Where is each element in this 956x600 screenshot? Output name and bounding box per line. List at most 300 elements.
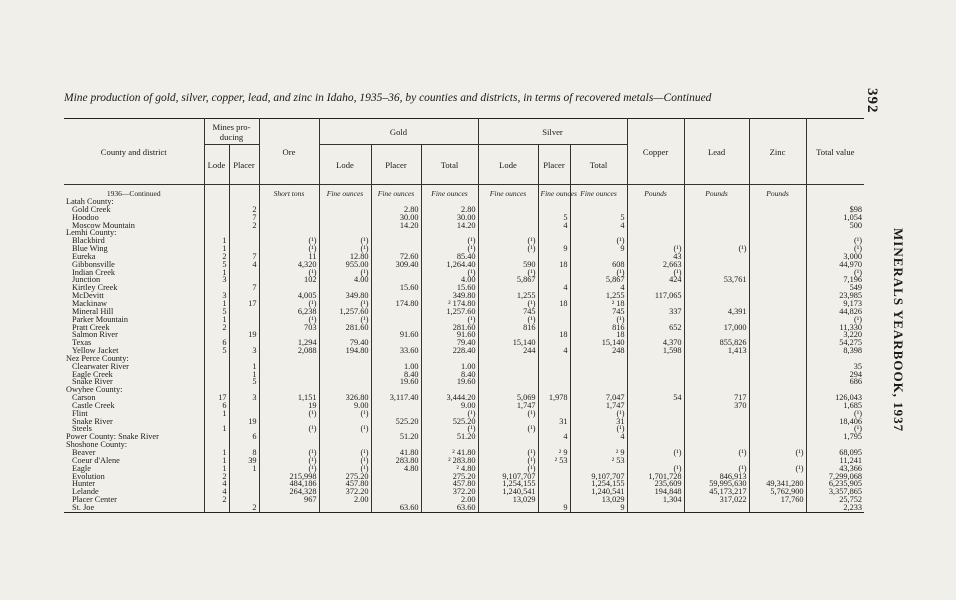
header-gold-placer: Placer [371,145,421,185]
data-cell: 6 [229,433,259,441]
data-cell: 652 [627,324,684,332]
data-cell: 15.60 [421,284,478,292]
table-row [64,308,864,316]
data-cell [478,206,538,214]
data-cell: 126,043 [806,394,864,402]
data-cell [684,410,749,418]
row-label: Evolution [72,471,105,481]
data-cell: 1,255 [478,292,538,300]
data-cell [749,222,806,230]
data-cell [204,371,229,379]
data-cell [538,371,570,379]
row-label: Steels [72,424,92,434]
data-cell: (¹) [259,237,319,245]
units-cell: Pounds [684,185,749,199]
data-cell: 9,173 [806,300,864,308]
data-cell [319,198,371,206]
data-cell: 1 [204,457,229,465]
data-cell: 500 [806,222,864,230]
data-cell: 9 [538,245,570,253]
data-cell [371,269,421,277]
data-cell: (¹) [259,465,319,473]
data-cell [749,402,806,410]
data-cell: 424 [627,276,684,284]
units-cell: Fine ounces [538,185,570,199]
header-ore: Ore [259,119,319,185]
data-cell: 2 [229,222,259,230]
row-label: Blue Wing [72,244,108,254]
row-label: Gold Creek [72,204,111,214]
data-cell: 1 [204,300,229,308]
data-cell: (¹) [806,245,864,253]
row-label: Power County: Snake River [66,432,159,442]
data-cell: 608 [570,261,627,269]
table-body [64,185,864,513]
data-cell: 745 [570,308,627,316]
data-cell: 18 [538,331,570,339]
data-cell [749,284,806,292]
data-cell [749,324,806,332]
data-cell: 1 [204,425,229,433]
data-cell: (¹) [570,269,627,277]
units-cell: Short tons [259,185,319,199]
data-cell: 4.00 [421,276,478,284]
data-cell [749,410,806,418]
data-cell: ² 283.80 [421,457,478,465]
data-cell: 370 [684,402,749,410]
data-cell [478,198,538,206]
data-cell: (¹) [478,237,538,245]
data-cell: 31 [538,418,570,426]
data-cell: 8,398 [806,347,864,355]
data-cell: 19 [259,402,319,410]
data-cell [749,269,806,277]
data-cell: 4 [229,261,259,269]
table-row [64,347,864,355]
data-cell: 717 [684,394,749,402]
data-cell: 1,294 [259,339,319,347]
data-cell [749,308,806,316]
data-cell: 309.40 [371,261,421,269]
data-cell [478,355,538,363]
data-cell: (¹) [421,237,478,245]
row-label: Shoshone County: [66,440,128,450]
data-cell: 79.40 [421,339,478,347]
data-cell: (¹) [749,449,806,457]
data-cell [627,214,684,222]
data-cell [204,355,229,363]
data-cell [749,378,806,386]
data-cell [627,222,684,230]
data-cell [319,363,371,371]
data-cell [538,473,570,481]
data-cell: 5,867 [570,276,627,284]
data-cell: 3 [204,276,229,284]
data-cell [684,284,749,292]
data-cell [684,229,749,237]
data-cell: 703 [259,324,319,332]
data-cell [749,276,806,284]
data-cell: 3,220 [806,331,864,339]
data-cell: (¹) [570,237,627,245]
data-cell [684,222,749,230]
data-cell: 5,762,900 [749,488,806,496]
data-cell: 3,000 [806,253,864,261]
data-cell [371,229,421,237]
data-cell: 3,444.20 [421,394,478,402]
data-cell: (¹) [684,449,749,457]
data-cell: 45,173,217 [684,488,749,496]
data-cell: 457.80 [319,480,371,488]
data-cell: 11,330 [806,324,864,332]
row-label: Texas [72,338,92,348]
data-cell [749,245,806,253]
data-cell: ² 9 [538,449,570,457]
row-label: Eureka [72,251,96,261]
data-cell: (¹) [421,425,478,433]
data-cell: 1,598 [627,347,684,355]
page-number: 392 [864,88,880,114]
data-cell: 228.40 [421,347,478,355]
units-cell: Fine ounces [478,185,538,199]
data-cell: 13,029 [570,496,627,504]
table-row [64,229,864,237]
data-cell [749,253,806,261]
data-cell: (¹) [259,269,319,277]
data-cell [684,198,749,206]
data-cell [229,269,259,277]
data-cell: 275.20 [319,473,371,481]
row-label: Owyhee County: [66,385,123,395]
data-cell: (¹) [319,316,371,324]
data-cell: 17,760 [749,496,806,504]
data-cell: 3 [204,292,229,300]
data-cell [319,433,371,441]
data-cell [684,418,749,426]
data-cell: 18 [570,331,627,339]
data-cell: 7 [229,284,259,292]
data-cell: 4 [538,222,570,230]
data-cell [570,206,627,214]
data-cell [627,355,684,363]
units-cell: Fine ounces [371,185,421,199]
data-cell: 1,254,155 [570,480,627,488]
row-label: Snake River [72,416,113,426]
data-cell [749,292,806,300]
data-cell: (¹) [478,449,538,457]
table-title: Mine production of gold, silver, copper, lead, and zinc in Idaho, 1935–36, by counties and districts, in terms of recovered metals—Continued [64,92,712,104]
data-cell [204,198,229,206]
data-cell: 4 [570,284,627,292]
data-cell: 39 [229,457,259,465]
row-label: Lemhi County: [66,228,117,238]
data-cell: 17,000 [684,324,749,332]
data-cell: (¹) [319,410,371,418]
row-label: Mineral Hill [72,306,114,316]
data-cell: 1,240,541 [570,488,627,496]
data-cell [749,331,806,339]
data-cell: 68,095 [806,449,864,457]
data-cell [749,300,806,308]
data-cell [319,222,371,230]
data-cell: 955.00 [319,261,371,269]
data-cell: 91.60 [421,331,478,339]
data-cell: 1,254,155 [478,480,538,488]
data-cell: 7,196 [806,276,864,284]
row-label: Hoodoo [72,212,99,222]
data-cell: 1,747 [570,402,627,410]
data-cell [684,371,749,379]
data-cell: (¹) [570,316,627,324]
data-cell: 349.80 [421,292,478,300]
data-cell: 14.20 [421,222,478,230]
header-lead: Lead [684,119,749,185]
data-cell: 3 [229,394,259,402]
data-cell: 1,747 [478,402,538,410]
data-cell: 1,255 [570,292,627,300]
data-cell: 17 [204,394,229,402]
data-cell: 275.20 [421,473,478,481]
data-cell: 1,304 [627,496,684,504]
data-cell: 1,151 [259,394,319,402]
data-cell [627,425,684,433]
data-cell [478,214,538,222]
data-cell: 1 [204,237,229,245]
data-cell [684,261,749,269]
data-cell [749,214,806,222]
data-cell [684,355,749,363]
data-cell [538,465,570,473]
data-cell: 8.40 [421,371,478,379]
data-cell [570,198,627,206]
data-cell: 63.60 [371,504,421,512]
data-cell: 2 [204,496,229,504]
data-cell: ² 4.80 [421,465,478,473]
row-label: McDevitt [72,291,104,301]
data-cell: 174.80 [371,300,421,308]
data-cell: 4 [538,347,570,355]
data-cell: 23,985 [806,292,864,300]
row-label: Placer Center [72,495,117,505]
data-cell: (¹) [259,457,319,465]
data-cell: (¹) [806,410,864,418]
data-cell: (¹) [319,300,371,308]
data-cell: 19.60 [421,378,478,386]
data-cell [684,433,749,441]
data-cell: (¹) [259,425,319,433]
data-cell: 686 [806,378,864,386]
data-cell [749,363,806,371]
data-cell: 3 [229,347,259,355]
data-cell: 9 [570,504,627,512]
data-cell: 1,795 [806,433,864,441]
data-cell: 816 [570,324,627,332]
data-cell: $98 [806,206,864,214]
data-cell [259,363,319,371]
header-zinc: Zinc [749,119,806,185]
data-cell [570,355,627,363]
units-row [64,185,864,199]
row-label: Castle Creek [72,400,115,410]
data-cell: 9 [538,504,570,512]
data-cell: (¹) [319,457,371,465]
data-cell: 54,275 [806,339,864,347]
data-cell: (¹) [570,425,627,433]
header-gold-lode: Lode [319,145,371,185]
data-cell: 590 [478,261,538,269]
data-cell: 1,978 [538,394,570,402]
data-cell: 484,186 [259,480,319,488]
data-cell: (¹) [478,457,538,465]
header-county: County and district [64,119,204,185]
data-cell: (¹) [478,316,538,324]
table-row [64,402,864,410]
data-cell: 25,752 [806,496,864,504]
data-cell: 1 [229,371,259,379]
data-cell: 1,413 [684,347,749,355]
data-cell: 244 [478,347,538,355]
data-cell [259,378,319,386]
data-cell: 43 [627,253,684,261]
units-cell: Fine ounces [570,185,627,199]
data-cell [371,402,421,410]
data-cell: 1 [229,363,259,371]
data-cell: 1 [229,465,259,473]
data-cell: 2 [204,473,229,481]
data-cell [627,206,684,214]
header-silver-lode: Lode [478,145,538,185]
data-cell: 2 [229,206,259,214]
data-cell [478,378,538,386]
data-cell: 2,663 [627,261,684,269]
data-cell: 457.80 [421,480,478,488]
data-cell [749,261,806,269]
units-cell [229,185,259,199]
data-cell: ² 174.80 [421,300,478,308]
table-row [64,418,864,426]
data-cell: 19.60 [371,378,421,386]
data-cell: 235,609 [627,480,684,488]
data-cell: 2.00 [319,496,371,504]
data-cell: ² 41.80 [421,449,478,457]
data-cell [538,316,570,324]
data-cell: (¹) [259,410,319,418]
row-label: Latah County: [66,197,114,206]
row-label: St. Joe [64,504,204,512]
data-cell [371,488,421,496]
data-cell [749,425,806,433]
data-cell: (¹) [749,465,806,473]
data-cell: (¹) [478,300,538,308]
data-cell: 1.00 [371,363,421,371]
data-cell: 7,299,068 [806,473,864,481]
data-cell: 30.00 [371,214,421,222]
data-cell: 53,761 [684,276,749,284]
data-cell: (¹) [421,245,478,253]
data-cell: 337 [627,308,684,316]
data-cell: 549 [806,284,864,292]
data-cell [627,198,684,206]
data-cell [749,347,806,355]
header-mines-lode: Lode [204,145,229,185]
data-cell: 7,047 [570,394,627,402]
row-label: Snake River [72,377,113,387]
header-gold: Gold [319,119,478,145]
data-cell: 4,391 [684,308,749,316]
data-cell [684,363,749,371]
data-cell: 18 [538,261,570,269]
row-label: Clearwater River [72,361,129,371]
data-cell: (¹) [319,449,371,457]
data-cell: 1,685 [806,402,864,410]
data-cell: (¹) [319,425,371,433]
data-cell: 4,320 [259,261,319,269]
data-cell: 5 [538,214,570,222]
data-cell: 317,022 [684,496,749,504]
data-cell: 855,826 [684,339,749,347]
data-cell: 4 [204,488,229,496]
data-cell: (¹) [319,245,371,253]
row-label: Blackbird [72,236,105,246]
table-row [64,261,864,269]
data-cell: 19 [229,418,259,426]
data-cell: 9,107,707 [570,473,627,481]
data-cell [684,504,749,512]
data-cell: 5 [229,378,259,386]
data-cell: 102 [259,276,319,284]
data-cell: 525.20 [421,418,478,426]
data-cell [371,480,421,488]
data-cell [627,410,684,418]
running-title: MINERALS YEARBOOK, 1937 [891,228,906,433]
data-cell: 9.00 [319,402,371,410]
row-label: Junction [72,275,101,285]
data-cell: 12.80 [319,253,371,261]
row-label: Eagle [72,463,91,473]
row-label: Kirtley Creek [72,283,118,293]
data-cell [229,473,259,481]
data-cell: 1 [204,465,229,473]
data-cell [319,214,371,222]
data-cell: 349.80 [319,292,371,300]
data-cell: 11 [259,253,319,261]
data-cell: 1 [204,245,229,253]
data-cell [538,308,570,316]
data-cell: (¹) [684,245,749,253]
data-cell [204,363,229,371]
data-cell [749,355,806,363]
row-label: Hunter [72,479,96,489]
data-cell: (¹) [259,449,319,457]
data-cell [478,363,538,371]
data-cell: (¹) [319,269,371,277]
row-label: Gibbonsville [72,259,115,269]
data-cell: 63.60 [421,504,478,512]
data-cell: (¹) [478,269,538,277]
data-cell: 15.60 [371,284,421,292]
data-cell: (¹) [421,316,478,324]
data-cell: 33.60 [371,347,421,355]
data-cell [749,386,806,394]
data-cell: 9 [570,245,627,253]
data-cell: 294 [806,371,864,379]
header-total-value: Total value [806,119,864,185]
data-cell [259,222,319,230]
data-cell [627,363,684,371]
header-silver: Silver [478,119,627,145]
data-cell [204,214,229,222]
header-mines-placer: Placer [229,145,259,185]
